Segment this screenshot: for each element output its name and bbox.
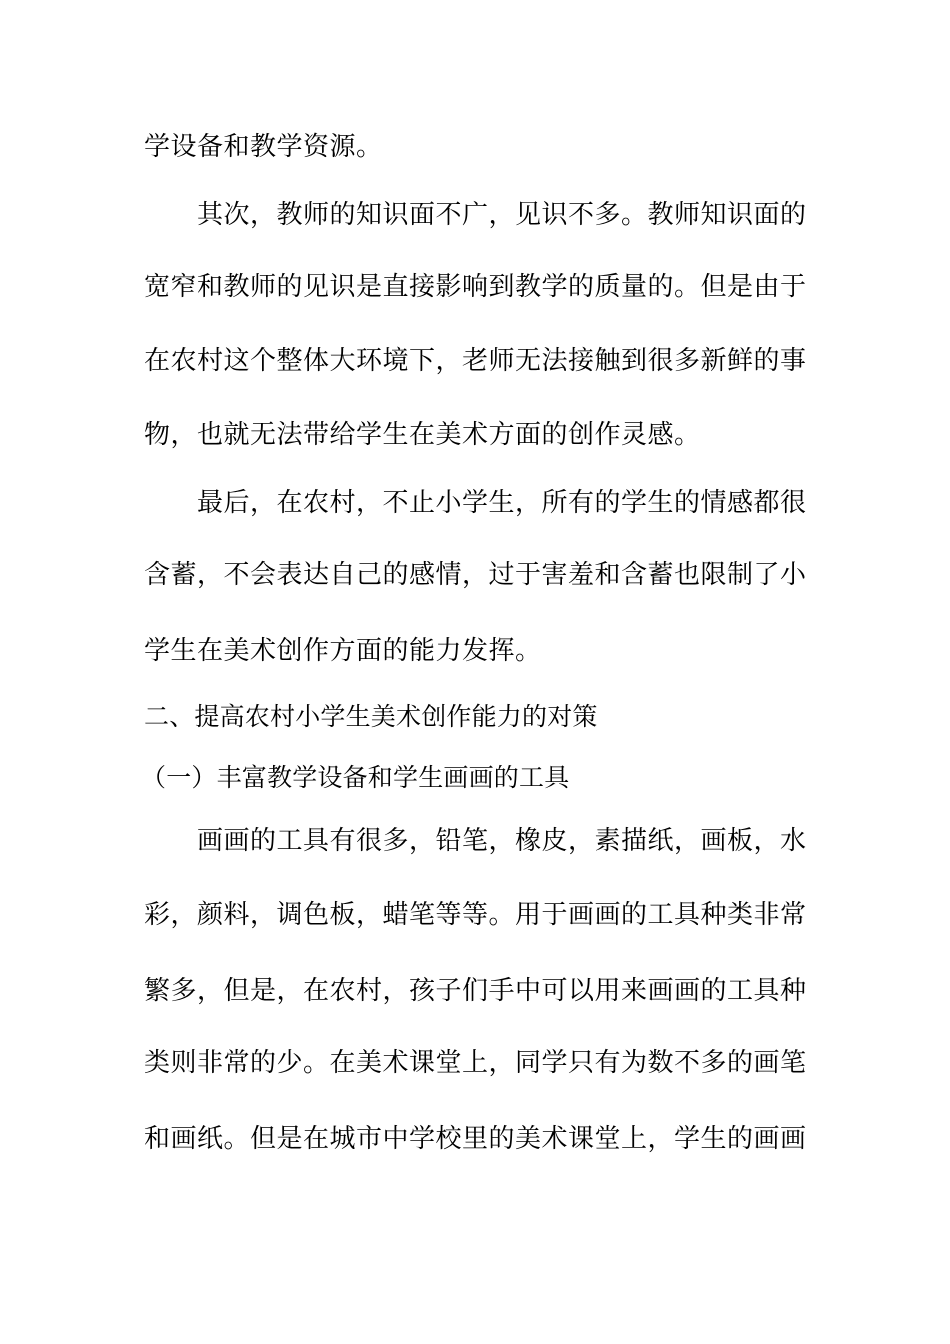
paragraph-line: 学设备和教学资源。 [144, 132, 383, 162]
paragraph-line: 繁多，但是，在农村，孩子们手中可以用来画画的工具种 [144, 976, 807, 1006]
paragraph-line: 其次，教师的知识面不广，见识不多。教师知识面的 [144, 200, 807, 230]
paragraph-line: 在农村这个整体大环境下，老师无法接触到很多新鲜的事 [144, 346, 807, 376]
paragraph-line: 画画的工具有很多，铅笔，橡皮，素描纸，画板，水 [144, 826, 807, 856]
section-heading: 二、提高农村小学生美术创作能力的对策 [144, 702, 598, 731]
paragraph-line: 最后，在农村，不止小学生，所有的学生的情感都很 [144, 488, 807, 518]
paragraph-line: 学生在美术创作方面的能力发挥。 [144, 636, 542, 666]
paragraph-line: 物，也就无法带给学生在美术方面的创作灵感。 [144, 420, 701, 450]
paragraph-line: 彩，颜料，调色板，蜡笔等等。用于画画的工具种类非常 [144, 900, 807, 930]
paragraph-line: 类则非常的少。在美术课堂上，同学只有为数不多的画笔 [144, 1048, 807, 1078]
paragraph-line: 和画纸。但是在城市中学校里的美术课堂上，学生的画画 [144, 1124, 807, 1154]
paragraph-line: 宽窄和教师的见识是直接影响到教学的质量的。但是由于 [144, 272, 807, 302]
paragraph-line: 含蓄，不会表达自己的感情，过于害羞和含蓄也限制了小 [144, 560, 807, 590]
subsection-heading: （一）丰富教学设备和学生画画的工具 [141, 763, 570, 792]
